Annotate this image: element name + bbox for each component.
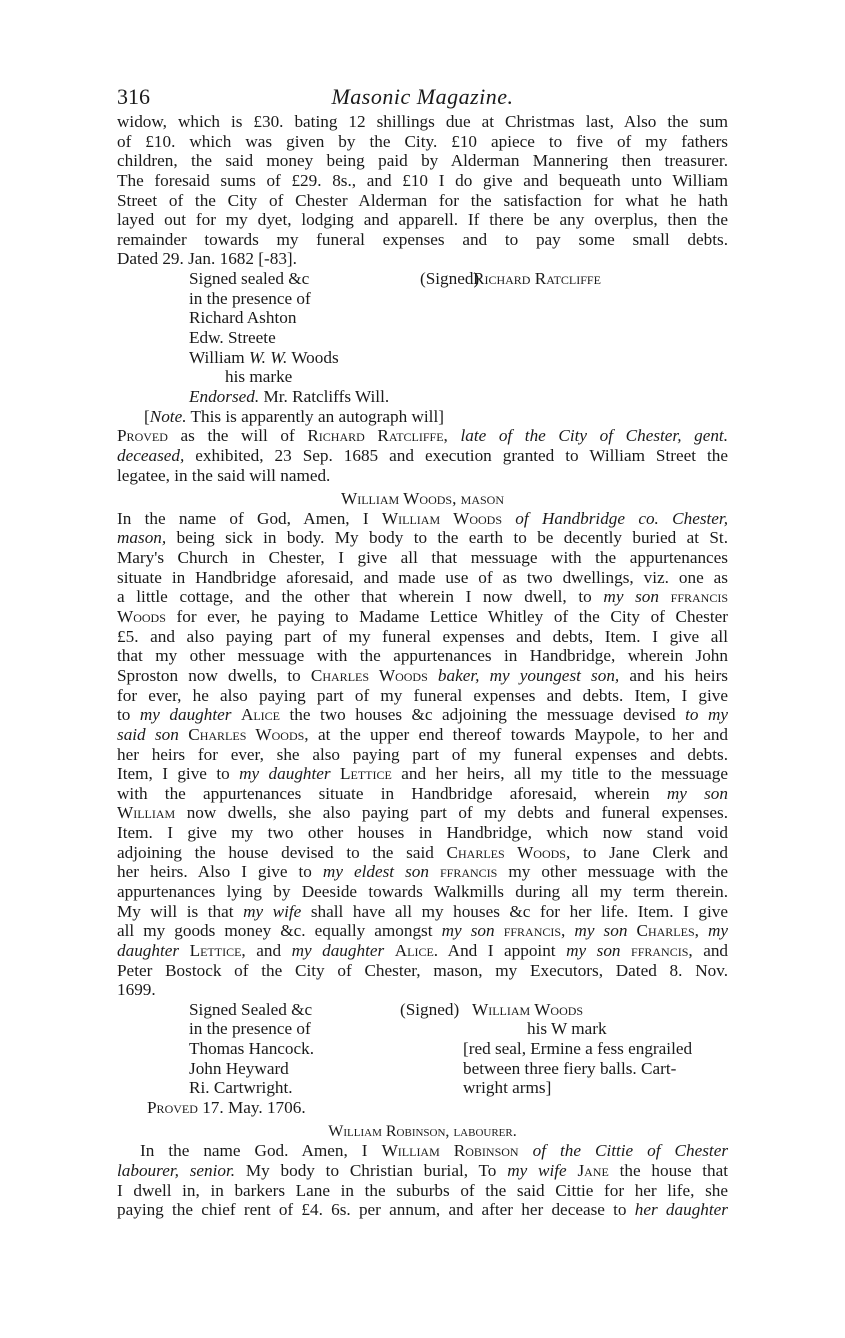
text-span: to xyxy=(117,705,131,725)
text-line: Mary's Church in Chester, I give all that messuage with the appurtenances xyxy=(117,548,728,568)
probate-line xyxy=(117,446,728,466)
note-bracket: [ xyxy=(144,406,150,426)
probate-line xyxy=(117,426,728,446)
text-span: now dwells, she also paying part of my debts and funeral expenses. xyxy=(186,803,728,823)
probate-line xyxy=(117,1098,728,1118)
text-span: In the name God. Amen, I xyxy=(140,1141,368,1161)
person-name: Alice. xyxy=(394,940,439,960)
text-span: my son xyxy=(441,921,495,941)
witness-row xyxy=(117,1039,728,1059)
text-span: to Jane Clerk and xyxy=(583,842,729,862)
person-name: William xyxy=(117,803,176,823)
text-line: remainder towards my funeral expenses and to pay some small debts. xyxy=(117,229,728,249)
person-name: Charles Woods, xyxy=(188,724,309,744)
text-span: adjoining the house devised to the said xyxy=(117,842,434,862)
text-line: her heirs for ever, she also paying part of my funeral expenses and debts. xyxy=(117,744,728,764)
text-line: layed out for my dyet, lodging and apparell. If there be any overplus, then the xyxy=(117,210,728,230)
text-line: £5. and also paying part of my funeral expenses and debts, Item. I give all xyxy=(117,626,728,646)
person-name: ffrancis, xyxy=(631,940,693,960)
signature-row xyxy=(117,269,728,289)
presence-line: in the presence of xyxy=(189,1019,311,1039)
person-name: Jane xyxy=(577,1160,609,1180)
text-line xyxy=(117,784,728,804)
text-span: And I appoint xyxy=(447,940,556,960)
running-header xyxy=(117,84,728,114)
text-line xyxy=(117,843,728,863)
text-line xyxy=(117,1141,728,1161)
text-span: my daughter xyxy=(139,705,232,725)
endorsement xyxy=(117,387,728,407)
signed-label: (Signed) xyxy=(400,999,460,1019)
text-span: as the will of xyxy=(180,426,295,446)
text-span: baker, xyxy=(437,665,480,685)
signed-label: (Signed) xyxy=(420,269,480,289)
text-span: being sick in body. My body to the earth to be decently buried at St. xyxy=(176,528,729,548)
text-line: appurtenances lying by Deeside towards Walkmills during all my term therein. xyxy=(117,881,728,901)
text-line: widow, which is £30. bating 12 shillings due at Christmas last, Also the sum xyxy=(117,112,728,131)
section-heading xyxy=(117,1122,728,1142)
text-line: I dwell in, in barkers Lane in the suburbs of the said Cittie for her life, she xyxy=(117,1180,728,1200)
text-line xyxy=(117,862,728,882)
person-name: Alice xyxy=(240,705,281,725)
text-span: labourer, senior. xyxy=(117,1160,236,1180)
text-line: children, the said money being paid by Alderman Mannering then treasurer. xyxy=(117,151,728,171)
text-span: my eldest son xyxy=(322,862,429,882)
heading-name: William Robinson, xyxy=(328,1122,450,1140)
text-span: and xyxy=(256,940,282,960)
text-span: and her heirs, all my title to the messuage xyxy=(401,764,729,784)
text-line xyxy=(117,921,728,941)
text-line: Street of the City of Chester Alderman for the satisfaction for what he hath xyxy=(117,190,728,210)
text-span: at the upper end thereof towards Maypole, to her and xyxy=(317,724,729,744)
seal-description: wright arms] xyxy=(463,1078,552,1098)
woods-will xyxy=(117,489,728,1118)
text-line xyxy=(117,528,728,548)
note-label: Note. xyxy=(149,406,187,426)
text-span: daughter xyxy=(117,940,180,960)
presence-row xyxy=(117,1019,728,1039)
text-span: my son xyxy=(566,940,621,960)
text-span: my xyxy=(708,921,729,941)
text-span: of Handbridge co. Chester, xyxy=(515,508,728,528)
running-title: Masonic Magazine. xyxy=(331,84,514,109)
person-name: Lettice, xyxy=(189,940,246,960)
text-line xyxy=(117,1200,728,1220)
text-span: late of the City of Chester, gent. xyxy=(460,426,728,446)
witness-mark: W. W. xyxy=(248,347,288,367)
witness: Richard Ashton xyxy=(189,308,297,328)
witness: Ri. Cartwright. xyxy=(189,1078,293,1098)
text-span: my son xyxy=(574,921,628,941)
text-span: Sproston now dwells, to xyxy=(117,665,301,685)
text-line xyxy=(117,666,728,686)
text-span: deceased, xyxy=(117,445,185,465)
text-span: paying the chief rent of £4. 6s. per annum, and after her decease to xyxy=(117,1200,627,1220)
text-line xyxy=(117,902,728,922)
text-line: 1699. xyxy=(117,980,156,1000)
text-span: and xyxy=(703,940,729,960)
witness-surname: Woods xyxy=(291,347,339,367)
witness-first-name: William xyxy=(189,347,245,367)
text-span: my daughter xyxy=(291,940,385,960)
text-span: for ever, he paying to Madame Lettice Whitley of the City of Chester xyxy=(176,607,729,627)
text-span: my daughter xyxy=(239,764,331,784)
person-name: ffrancis, xyxy=(503,921,566,941)
page-body xyxy=(117,112,728,1220)
witness: Edw. Streete xyxy=(189,328,276,348)
text-span: mason, xyxy=(117,528,167,548)
heading-trade: labourer. xyxy=(453,1122,517,1140)
text-line: Peter Bostock of the City of Chester, mason, my Executors, Dated 8. Nov. xyxy=(117,960,728,980)
text-line xyxy=(117,509,728,529)
text-span: In the name of God, Amen, I xyxy=(117,508,369,528)
robinson-will xyxy=(117,1122,728,1220)
person-name: Charles Woods, xyxy=(446,842,571,862)
text-line: of £10. which was given by the City. £10 apiece to five of my fathers xyxy=(117,131,728,151)
text-line: situate in Handbridge aforesaid, and made use of as two dwellings, viz. one as xyxy=(117,567,728,587)
text-line xyxy=(117,705,728,725)
text-span: with the appurtenances situate in Handbridge aforesaid, wherein xyxy=(117,783,650,803)
endorsed-text: Mr. Ratcliffs Will. xyxy=(263,386,390,406)
seal-description: [red seal, Ermine a fess engrailed xyxy=(463,1039,693,1059)
note-text: This is apparently an autograph will] xyxy=(190,406,444,426)
ratcliffe-will xyxy=(117,112,728,485)
text-span: her heirs. Also I give to xyxy=(117,862,312,882)
witness: John Heyward xyxy=(189,1058,289,1078)
text-line xyxy=(117,1161,728,1181)
seal-description: between three fiery balls. Cart- xyxy=(463,1058,677,1078)
page-number: 316 xyxy=(117,84,150,109)
person-name: Woods xyxy=(117,607,166,627)
text-span: a little cottage, and the other that wherein I now dwell, to xyxy=(117,587,592,607)
heading-trade: mason xyxy=(460,489,505,509)
proved-label: Proved xyxy=(147,1098,198,1118)
text-line xyxy=(117,725,728,745)
dated-line: Dated 29. Jan. 1682 [-83]. xyxy=(117,249,297,269)
presence-line: in the presence of xyxy=(189,288,311,308)
text-span: my son xyxy=(603,587,659,607)
text-span: exhibited, 23 Sep. 1685 and execution granted to William Street the xyxy=(195,445,729,465)
testator-name: William Robinson xyxy=(381,1141,519,1161)
text-span: my wife xyxy=(243,901,302,921)
person-name: ffrancis xyxy=(439,862,498,882)
note xyxy=(117,407,728,427)
text-line xyxy=(117,587,728,607)
witness-row xyxy=(117,1078,728,1098)
text-line xyxy=(117,607,728,627)
his-marke: his marke xyxy=(225,367,293,387)
text-span: my son xyxy=(666,783,728,803)
person-name: Charles, xyxy=(636,921,699,941)
signatory-name: Richard Ratcliffe xyxy=(473,269,601,289)
text-span: and his heirs xyxy=(629,665,728,685)
text-span: to my xyxy=(685,705,729,725)
probate-line: legatee, in the said will named. xyxy=(117,465,331,485)
text-span: My body to Christian burial, To xyxy=(245,1160,497,1180)
text-span: my other messuage with the xyxy=(508,862,729,882)
text-span: Item, I give to xyxy=(117,764,230,784)
text-span: all my goods money &c. equally amongst xyxy=(117,921,433,941)
witness: Thomas Hancock. xyxy=(189,1039,315,1059)
proved-label: Proved xyxy=(117,426,168,446)
signed-sealed: Signed Sealed &c xyxy=(189,999,313,1019)
text-line: for ever, he also paying part of my funeral expenses and debts. Item, I give xyxy=(117,685,728,705)
text-span: the house that xyxy=(619,1160,729,1180)
text-span: my wife xyxy=(507,1160,567,1180)
person-name: Lettice xyxy=(340,764,392,784)
text-line: The foresaid sums of £29. 8s., and £10 I do give and bequeath unto William xyxy=(117,170,728,190)
text-span: My will is that xyxy=(117,901,234,921)
section-heading xyxy=(117,489,728,509)
text-span: of the Cittie of Chester xyxy=(532,1141,729,1161)
signature-row xyxy=(117,1000,728,1020)
text-line xyxy=(117,803,728,823)
testator-name: Richard Ratcliffe, xyxy=(307,426,448,446)
proved-date: 17. May. 1706. xyxy=(202,1098,306,1118)
heading-name: William Woods, xyxy=(340,489,457,509)
text-span: her daughter xyxy=(634,1200,728,1220)
text-line: that my other messuage with the appurtenances in Handbridge, wherein John xyxy=(117,646,728,666)
text-span: shall have all my houses &c for her life. Item. I give xyxy=(310,901,729,921)
his-mark: his W mark xyxy=(527,1019,607,1039)
text-span: my youngest son, xyxy=(489,665,620,685)
endorsed-label: Endorsed. xyxy=(189,386,260,406)
signatory-name: William Woods xyxy=(472,999,584,1019)
signed-sealed: Signed sealed &c xyxy=(189,269,310,289)
witness xyxy=(117,348,728,368)
text-line xyxy=(117,764,728,784)
witness-row xyxy=(117,1059,728,1079)
person-name: ffrancis xyxy=(670,587,729,607)
text-line: Item. I give my two other houses in Handbridge, which now stand void xyxy=(117,823,728,843)
text-span: said son xyxy=(117,724,179,744)
testator-name: William Woods xyxy=(381,508,502,528)
text-line xyxy=(117,941,728,961)
person-name: Charles Woods xyxy=(310,665,428,685)
text-span: the two houses &c adjoining the messuage devised xyxy=(289,705,676,725)
